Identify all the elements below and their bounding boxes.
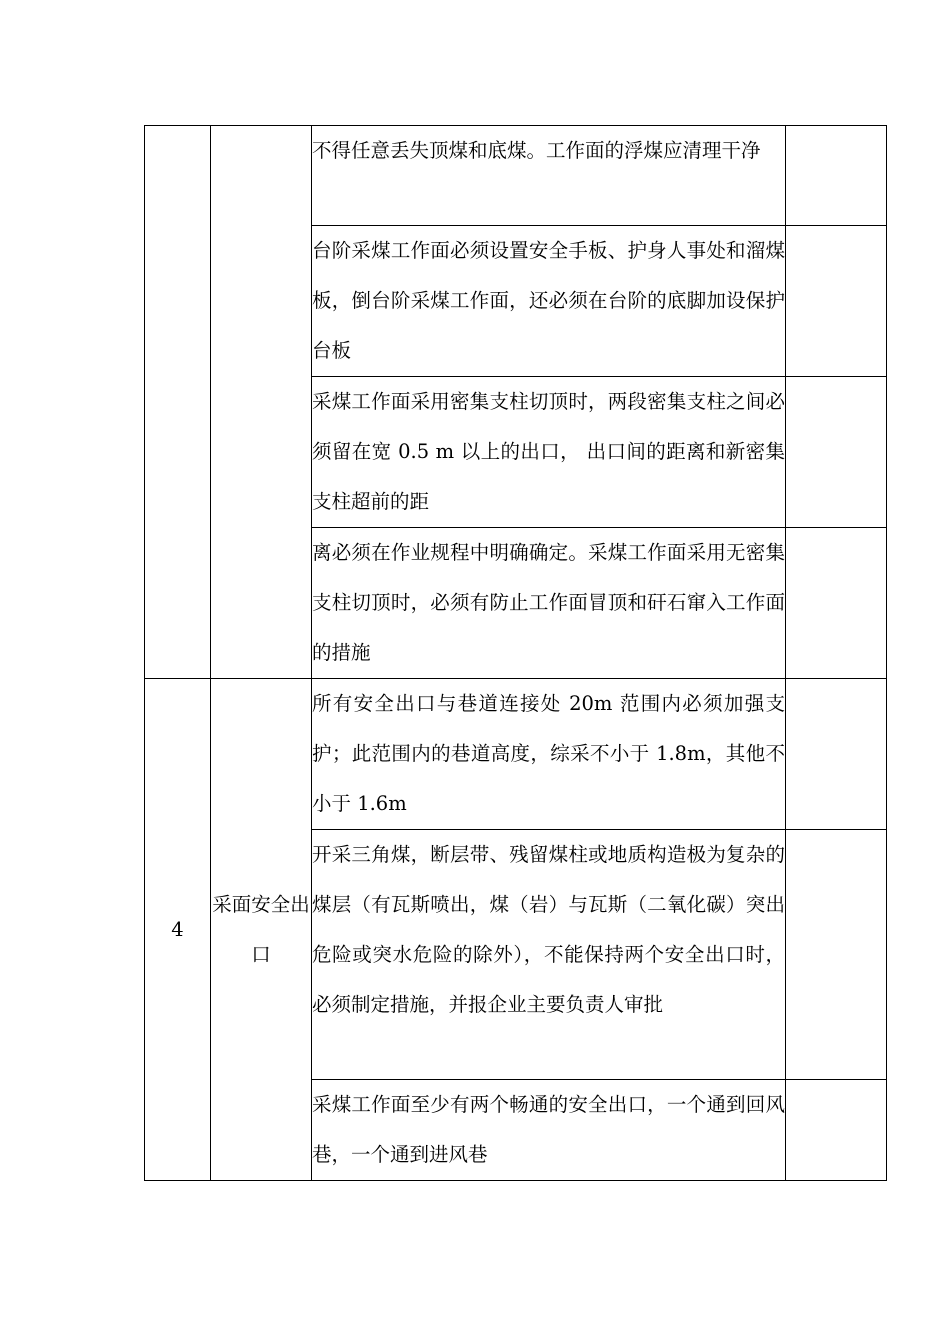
item-category: 采面安全出口	[211, 679, 312, 1181]
category-cell	[211, 126, 312, 679]
requirement-cell: 离必须在作业规程中明确确定。采煤工作面采用无密集支柱切顶时，必须有防止工作面冒顶和矸石窜入工作面的措施	[312, 528, 786, 679]
requirement-cell: 所有安全出口与巷道连接处 20m 范围内必须加强支护；此范围内的巷道高度，综采不小于 1.8m，其他不小于 1.6m	[312, 679, 786, 830]
requirement-cell: 采煤工作面采用密集支柱切顶时，两段密集支柱之间必须留在宽 0.5 m 以上的出口， 出口间的距离和新密集支柱超前的距	[312, 377, 786, 528]
check-cell	[786, 528, 887, 679]
requirement-cell: 开采三角煤，断层带、残留煤柱或地质构造极为复杂的煤层（有瓦斯喷出，煤（岩）与瓦斯（二氧化碳）突出危险或突水危险的除外），不能保持两个安全出口时，必须制定措施，并报企业主要负责人审批	[312, 830, 786, 1080]
requirement-cell: 台阶采煤工作面必须设置安全手板、护身人事处和溜煤板，倒台阶采煤工作面，还必须在台阶的底脚加设保护台板	[312, 226, 786, 377]
check-cell	[786, 830, 887, 1080]
number-cell	[145, 126, 211, 679]
check-cell	[786, 226, 887, 377]
check-cell	[786, 126, 887, 226]
requirement-cell: 不得任意丢失顶煤和底煤。工作面的浮煤应清理干净	[312, 126, 786, 226]
requirement-cell: 采煤工作面至少有两个畅通的安全出口，一个通到回风巷，一个通到进风巷	[312, 1080, 786, 1181]
inspection-table	[144, 125, 887, 1181]
item-number: 4	[145, 679, 211, 1181]
check-cell	[786, 377, 887, 528]
check-cell	[786, 1080, 887, 1181]
table-row	[145, 126, 887, 226]
table-row	[145, 679, 887, 830]
check-cell	[786, 679, 887, 830]
